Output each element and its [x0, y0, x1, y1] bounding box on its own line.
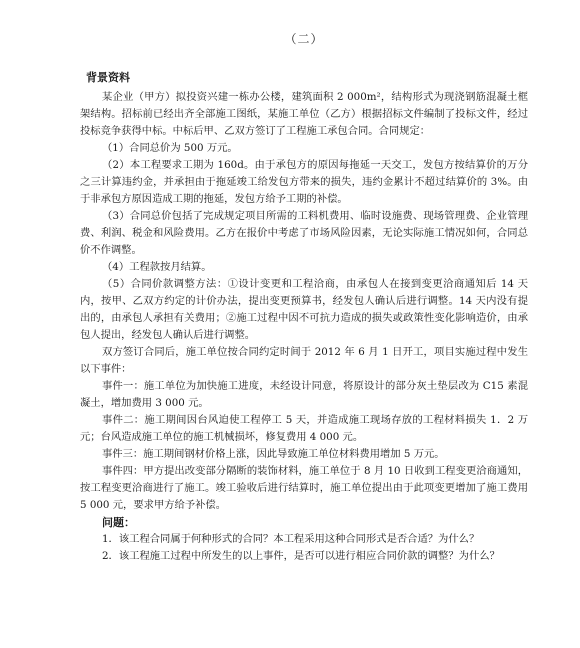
question-2: 2．该工程施工过程中所发生的以上事件，是否可以进行相应合同价款的调整？为什么？	[102, 550, 500, 562]
paragraph-clause-1: （1）合同总价为 500 万元。	[102, 142, 238, 154]
paragraph-event-4: 事件四：甲方提出改变部分隔断的装饰材料，施工单位于 8 月 10 日收到工程变更洽商通知，按工程变更洽商进行了施工。竣工验收后进行结算时，施工单位提出由于此项变更增加了施工费用 5 000 元，要求甲方给予补偿。	[80, 465, 528, 511]
questions-heading: 问题：	[102, 516, 135, 529]
paragraph-clause-4: （4）工程款按月结算。	[102, 261, 212, 273]
paragraph-clause-3: （3）合同总价包括了完成规定项目所需的工料机费用、临时设施费、现场管理费、企业管理费、利润、税金和风险费用。乙方在报价中考虑了市场风险因素，无论实际施工情况如何，合同总价不作调整。	[80, 210, 528, 256]
document-page	[80, 30, 528, 565]
paragraph-event-2: 事件二：施工期间因台风迫使工程停工 5 天，并造成施工现场存放的工程材料损失 1．2 万元；台风造成施工单位的施工机械损坏，修复费用 4 000 元。	[80, 414, 528, 443]
paragraph-event-3: 事件三：施工期间钢材价格上涨，因此导致施工单位材料费用增加 5 万元。	[102, 448, 445, 460]
paragraph-event-1: 事件一：施工单位为加快施工进度，未经设计同意，将原设计的部分灰土垫层改为 C15 素混凝土，增加费用 3 000 元。	[80, 380, 528, 409]
question-1: 1．该工程合同属于何种形式的合同？本工程采用这种合同形式是否合适？为什么？	[102, 533, 480, 545]
paragraph-clause-2: （2）本工程要求工期为 160d。由于承包方的原因每拖延一天交工，发包方按结算价的万分之三计算违约金，并承担由于拖延竣工给发包方带来的损失，违约金累计不超过结算价的 3%。由于非承包方原因造成工期的拖延，发包方给予工期的补偿。	[80, 159, 528, 205]
background-heading: 背景资料	[86, 71, 130, 84]
paragraph-clause-5: （5）合同价款调整方法：①设计变更和工程洽商，由承包人在接到变更洽商通知后 14 天内，按甲、乙双方约定的计价办法，提出变更预算书，经发包人确认后进行调整。14 天内没有提出的，由承包人承担有关费用；②施工过程中因不可抗力造成的损失或政策性变化影响造价，由承包人提出，经发包人确认后进行调整。	[80, 278, 528, 341]
section-title: （二）	[284, 32, 324, 46]
paragraph-intro: 某企业（甲方）拟投资兴建一栋办公楼，建筑面积 2 000m²，结构形式为现浇钢筋混凝土框架结构。招标前已经出齐全部施工图纸，某施工单位（乙方）根据招标文件编制了投标文件，经过投标竞争获得中标。中标后甲、乙双方签订了工程施工承包合同。合同规定：	[80, 91, 528, 137]
paragraph-contract-start: 双方签订合同后，施工单位按合同约定时间于 2012 年 6 月 1 日开工，项目实施过程中发生以下事件：	[80, 346, 528, 375]
